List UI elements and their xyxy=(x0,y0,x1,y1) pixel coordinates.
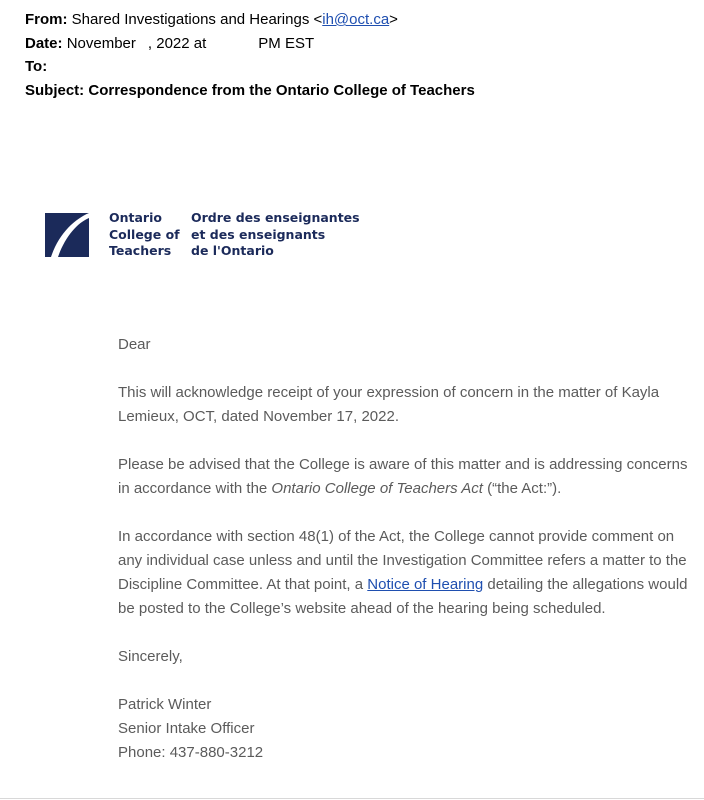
bottom-divider xyxy=(0,798,704,799)
notice-of-hearing-link[interactable]: Notice of Hearing xyxy=(367,576,484,593)
p2-text-a: Please be advised that the College is aware of this matter and is addressing concerns in accordance with the xyxy=(118,456,688,497)
from-email-link[interactable]: ih@oct.ca xyxy=(322,11,390,28)
date-time-suffix: PM EST xyxy=(258,34,315,52)
signature-block xyxy=(118,693,688,765)
logo-english-name xyxy=(109,210,180,260)
subject-row xyxy=(25,79,475,103)
paragraph-advised xyxy=(118,453,688,501)
to-row xyxy=(25,55,475,79)
logo-en-line-1: Ontario xyxy=(109,210,162,225)
oct-logo-mark-icon xyxy=(45,213,89,257)
signature-phone: Phone: 437-880-3212 xyxy=(118,744,264,761)
date-row xyxy=(25,32,475,56)
to-label: To: xyxy=(25,58,48,75)
p2-text-b: (“the Act:”). xyxy=(482,480,562,497)
act-title: Ontario College of Teachers Act xyxy=(271,480,483,497)
logo-french-name xyxy=(191,210,360,260)
signature-name: Patrick Winter xyxy=(118,696,212,713)
date-label: Date: xyxy=(25,34,63,52)
date-month: November xyxy=(66,34,136,52)
from-label: From: xyxy=(25,11,68,28)
logo-en-line-2: College of xyxy=(109,226,180,242)
salutation: Dear xyxy=(118,336,151,353)
email-header xyxy=(25,8,475,102)
logo-fr-line-2: et des enseignants xyxy=(191,226,326,242)
subject-text: Correspondence from the Ontario College of Teachers xyxy=(88,81,475,99)
from-close: > xyxy=(389,11,398,28)
signature-title: Senior Intake Officer xyxy=(118,720,255,737)
logo-en-line-3: Teachers xyxy=(109,243,172,258)
date-year: , 2022 at xyxy=(147,34,207,52)
paragraph-acknowledgement: This will acknowledge receipt of your expression of concern in the matter of Kayla Lemieux, OCT, dated November 17, 2022. xyxy=(118,384,660,425)
p3-text-a: In accordance with section 48(1) of the Act, the College cannot provide comment on any individual case unless and until the Investigation Committee refers a matter to the Discipline Committee. At that point, a xyxy=(118,528,687,593)
from-name: Shared Investigations and Hearings < xyxy=(71,11,323,28)
subject-label: Subject: xyxy=(25,81,85,99)
letter-body xyxy=(118,333,688,765)
paragraph-section-48 xyxy=(118,525,688,621)
closing: Sincerely, xyxy=(118,648,183,665)
logo-fr-line-3: de l'Ontario xyxy=(191,243,274,258)
p3-text-b: detailing the allegations would be posted to the College’s website ahead of the hearing being scheduled. xyxy=(118,576,688,617)
logo-fr-line-1: Ordre des enseignantes xyxy=(191,210,360,225)
from-row xyxy=(25,8,475,32)
